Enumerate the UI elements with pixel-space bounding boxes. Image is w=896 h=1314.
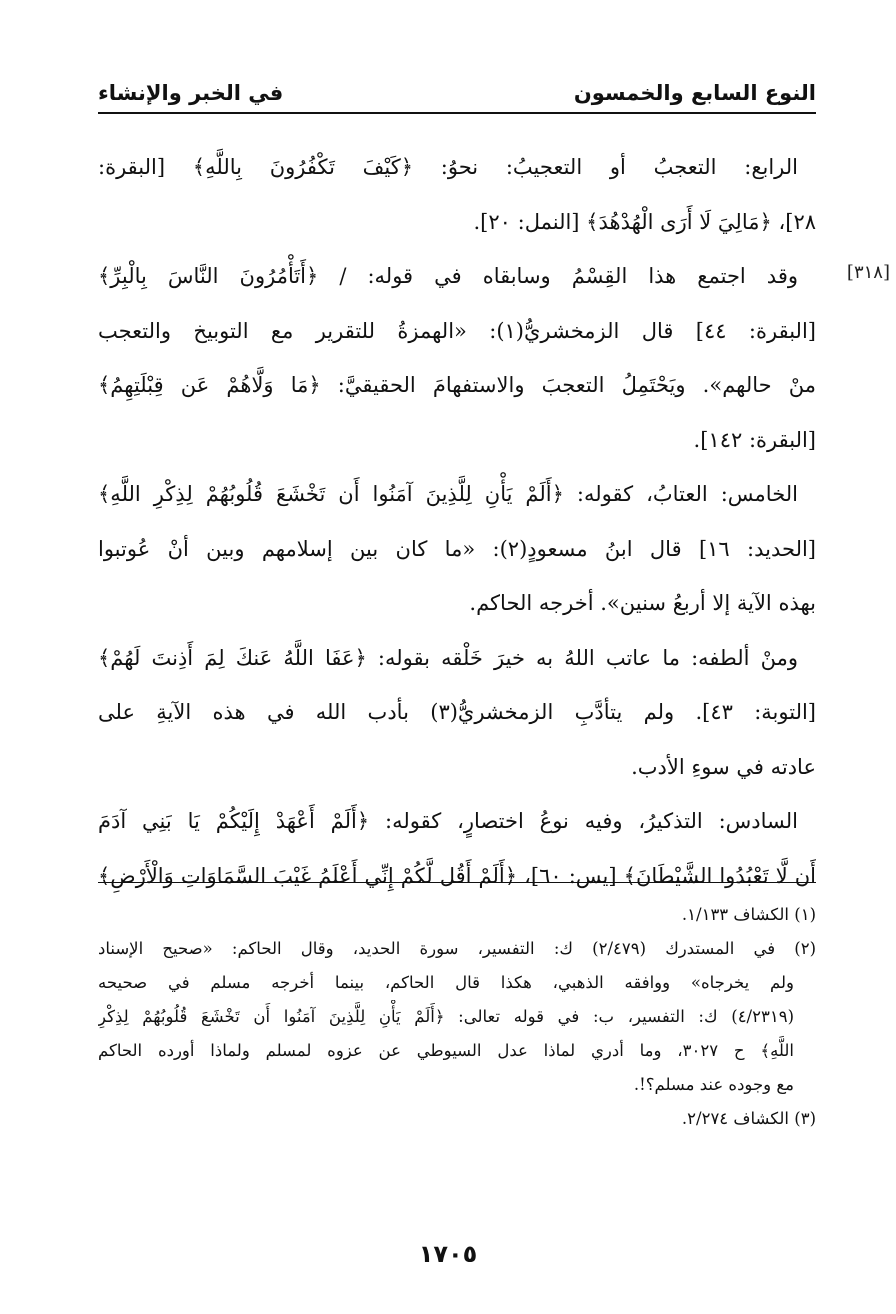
footnote-line: مع وجوده عند مسلم؟!. bbox=[633, 1075, 794, 1094]
footnote-line: (٤/٢٣١٩) ك: التفسير، ب: في قوله تعالى: ﴿أَلَمْ يَأْنِ لِلَّذِينَ آمَنُوا أَن تَخْشَعَ قُلُوبُهُمْ لِذِكْرِ bbox=[98, 1007, 794, 1026]
text-line: السادس: التذكيرُ، وفيه نوعُ اختصارٍ، كقوله: ﴿أَلَمْ أَعْهَدْ إِلَيْكُمْ يَا بَنِي آدَمَ bbox=[98, 809, 798, 833]
manuscript-page-marker: [٣١٨] bbox=[846, 262, 890, 283]
text-line: بهذه الآية إلا أربعُ سنين». أخرجه الحاكم. bbox=[469, 591, 816, 615]
text-line: ٢٨]، ﴿مَالِيَ لَا أَرَى الْهُدْهُدَ﴾ [النمل: ٢٠]. bbox=[473, 209, 816, 234]
text-line: ومنْ ألطفه: ما عاتب اللهُ به خيرَ خَلْقه بقوله: ﴿عَفَا اللَّهُ عَنكَ لِمَ أَذِنتَ لَهُمْ﴾ bbox=[98, 645, 798, 670]
text-line: الخامس: العتابُ، كقوله: ﴿أَلَمْ يَأْنِ لِلَّذِينَ آمَنُوا أَن تَخْشَعَ قُلُوبُهُمْ لِذِكْرِ اللَّهِ﴾ bbox=[98, 482, 798, 506]
text-line: [البقرة: ١٤٢]. bbox=[693, 427, 816, 452]
text-line: وقد اجتمع هذا القِسْمُ وسابقاه في قوله: / ﴿أَتَأْمُرُونَ النَّاسَ بِالْبِرِّ﴾ bbox=[98, 264, 798, 288]
footnote-line: (٣) الكشاف ٢/٢٧٤. bbox=[681, 1109, 816, 1128]
footnote-line: ولم يخرجاه» ووافقه الذهبي، هكذا قال الحاكم، بينما أخرجه مسلم في صحيحه bbox=[98, 973, 794, 992]
footnote-line: (٢) في المستدرك (٢/٤٧٩) ك: التفسير، سورة الحديد، وقال الحاكم: «صحيح الإسناد bbox=[98, 939, 816, 958]
header-chapter-title: النوع السابع والخمسون bbox=[573, 81, 816, 105]
footnotes bbox=[98, 898, 816, 1136]
text-line: الرابع: التعجبُ أو التعجيبُ: نحوُ: ﴿كَيْفَ تَكْفُرُونَ بِاللَّهِ﴾ [البقرة: bbox=[98, 155, 798, 179]
footnote-line: اللَّهِ﴾ ح ٣٠٢٧، وما أدري لماذا عدل السيوطي عن عزوه لمسلم ولماذا أورده الحاكم bbox=[98, 1041, 794, 1060]
text-line: [الحديد: ١٦] قال ابنُ مسعودٍ(٢): «ما كان بين إسلامهم وبين أنْ عُوتبوا bbox=[98, 536, 816, 561]
main-text bbox=[98, 140, 816, 903]
text-line: [التوبة: ٤٣]. ولم يتأدَّبِ الزمخشريُّ(٣) بأدب الله في هذه الآيةِ على bbox=[98, 700, 816, 724]
text-line: [البقرة: ٤٤] قال الزمخشريُّ(١): «الهمزةُ للتقرير مع التوبيخ والتعجب bbox=[98, 318, 816, 343]
header-section-title: في الخبر والإنشاء bbox=[98, 81, 284, 105]
text-line: منْ حالهم». ويَحْتَمِلُ التعجبَ والاستفهامَ الحقيقيَّ: ﴿مَا وَلَّاهُمْ عَن قِبْلَتِهِمُ﴾ bbox=[98, 373, 816, 397]
running-header bbox=[98, 70, 816, 114]
footnote-separator bbox=[98, 882, 816, 883]
text-line: عادته في سوءِ الأدب. bbox=[631, 754, 816, 779]
text-line: أَن لَّا تَعْبُدُوا الشَّيْطَانَ﴾ [يس: ٦٠]، ﴿أَلَمْ أَقُل لَّكُمْ إِنِّي أَعْلَمُ غَيْبَ السَّمَاوَاتِ وَالْأَرْضِ﴾ bbox=[98, 863, 816, 888]
footnote-line: (١) الكشاف ١/١٣٣. bbox=[681, 905, 816, 924]
page-number: ١٧٠٥ bbox=[418, 1240, 478, 1268]
